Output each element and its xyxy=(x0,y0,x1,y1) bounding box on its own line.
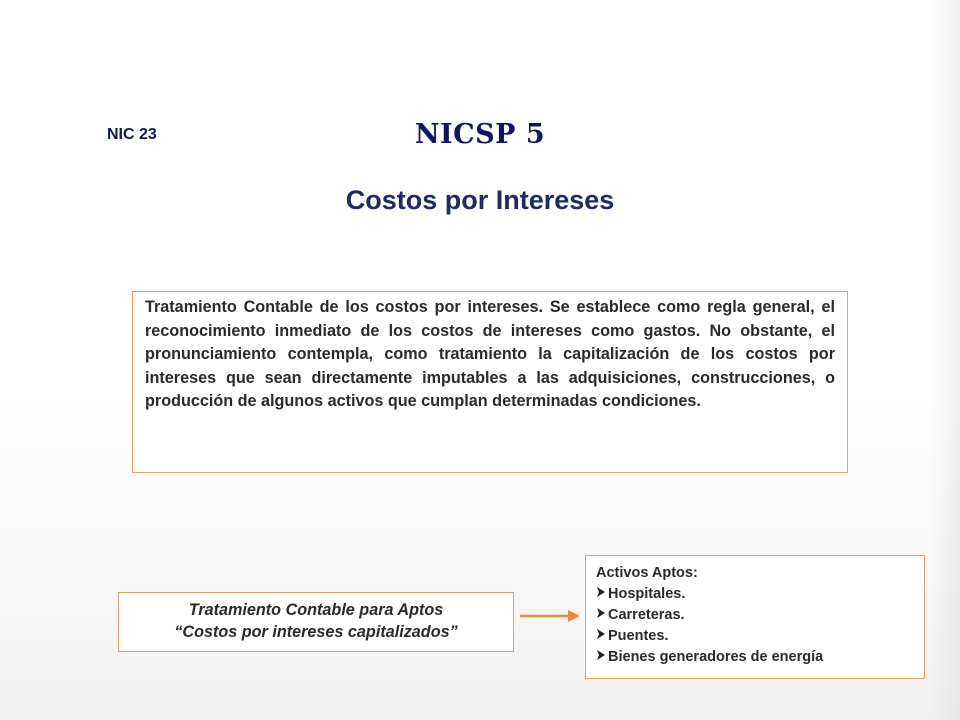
treatment-line-1: Tratamiento Contable para Aptos xyxy=(188,601,444,619)
list-item xyxy=(596,584,914,605)
list-item xyxy=(596,626,914,647)
page-title: NICSP 5 xyxy=(414,119,546,150)
list-item xyxy=(596,605,914,626)
nic-label: NIC 23 xyxy=(107,126,157,143)
list-item xyxy=(596,647,914,668)
arrow-right-icon xyxy=(518,606,582,626)
assets-box xyxy=(585,555,925,679)
arrow-bullet-icon xyxy=(596,586,606,598)
arrow-bullet-icon xyxy=(596,649,606,661)
asset-label: Bienes generadores de energía xyxy=(608,649,824,665)
arrow-bullet-icon xyxy=(596,628,606,640)
assets-heading: Activos Aptos: xyxy=(596,565,698,581)
treatment-line-2: “Costos por intereses capitalizados” xyxy=(174,623,458,641)
description-box xyxy=(132,291,848,473)
assets-list xyxy=(596,584,914,668)
page-subtitle: Costos por Intereses xyxy=(345,185,615,215)
slide-edge-shadow xyxy=(930,0,960,720)
treatment-box xyxy=(118,592,514,652)
asset-label: Puentes. xyxy=(608,628,669,644)
asset-label: Carreteras. xyxy=(608,607,685,623)
asset-label: Hospitales. xyxy=(608,586,686,602)
arrow-bullet-icon xyxy=(596,607,606,619)
description-text: Tratamiento Contable de los costos por intereses. Se establece como regla general, el reconocimiento inmediato de los costos de intereses como gastos. No obstante, el pronunciamiento contempla, como tratamiento la capitalización de los costos por intereses que sean directamente imputables a las adquisiciones, construcciones, o producción de algunos activos que cumplan determinadas condiciones. xyxy=(145,298,835,410)
